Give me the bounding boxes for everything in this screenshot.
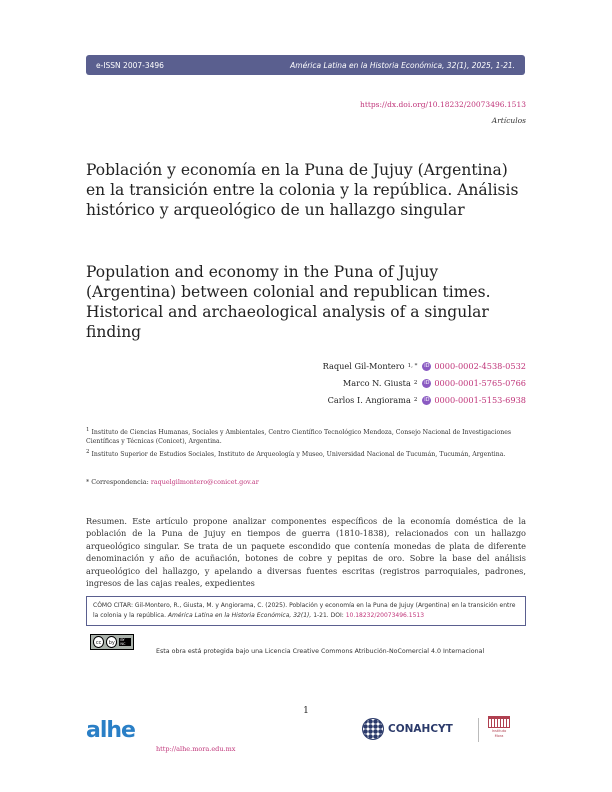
abstract: Resumen. Este artículo propone analizar componentes específicos de la economía doméstica de la población de la Puna de Jujuy en tiempos de guerra (1810-1838), relacionados con un hallazgo arqueológico singular. Se trata de un paquete escondido que contenía monedas de plata de diferente denominación y año de acuñación, botones de cobre y pepitas de oro. Sobre la base del análisis arqueológico del hallazgo, y apelando a diversas fuentes escritas (registros parroquiales, padrones, ingresos de las cajas reales, expedientes [86, 516, 526, 589]
citation-doi-link[interactable]: 10.18232/20073496.1513 [345, 612, 425, 619]
conahcyt-icon [362, 718, 384, 740]
author-affiliation-marker: 2 [413, 380, 418, 386]
cc-icon: cc [93, 636, 104, 648]
correspondence-label: * Correspondencia: [86, 478, 149, 486]
author-affiliation-marker: 2 [413, 397, 418, 403]
orcid-icon: iD [424, 363, 430, 369]
citation-box [86, 596, 526, 626]
orcid-link[interactable]: 0000-0001-5765-0766 [434, 378, 526, 388]
section-label: Artículos [491, 116, 526, 125]
author-2 [323, 375, 526, 392]
correspondence-email[interactable]: raquelgilmontero@conicet.gov.ar [150, 478, 259, 486]
author-name: Carlos I. Angiorama [327, 395, 411, 405]
license-text: Esta obra está protegida bajo una Licencia Creative Commons Atribución-NoComercial 4.0 Internacional [156, 648, 485, 655]
instituto-mora-logo [486, 716, 512, 739]
affiliation-text: Instituto Superior de Estudios Sociales, Instituto de Arqueología y Museo, Universidad Nacional de Tucumán, Tucumán, Argentina. [91, 451, 506, 459]
correspondence [86, 478, 259, 486]
affiliation-number: 1 [86, 427, 90, 433]
citation-journal: América Latina en la Historia Económica, 32(1), [167, 612, 312, 619]
cc-license-badge[interactable] [90, 634, 134, 650]
alhe-url[interactable]: http://alhe.mora.edu.mx [156, 745, 236, 753]
alhe-logo: alhe [86, 718, 135, 743]
affiliation-number: 2 [86, 449, 90, 455]
conahcyt-wordmark: CONAHCYT [388, 723, 453, 735]
journal-reference: América Latina en la Historia Económica, 32(1), 2025, 1-21. [290, 60, 515, 70]
author-name: Raquel Gil-Montero [322, 361, 405, 371]
mora-line-2: Mora [494, 734, 504, 738]
title-spanish: Población y economía en la Puna de Jujuy (Argentina) en la transición entre la colonia y la república. Análisis histórico y arqueológico de un hallazgo singular [86, 161, 519, 219]
author-1 [323, 358, 526, 375]
author-affiliation-marker: 1, * [407, 363, 418, 369]
conahcyt-logo [362, 718, 453, 740]
affiliation-text: Instituto de Ciencias Humanas, Sociales y Ambientales, Centro Científico Tecnológico Mendoza, Consejo Nacional de Investigaciones Científicas y Técnicas (Conicet), Argentina. [86, 429, 512, 446]
orcid-icon: iD [424, 397, 430, 403]
doi-link[interactable]: https://dx.doi.org/10.18232/20073496.1513 [360, 100, 526, 109]
author-name: Marco N. Giusta [342, 378, 411, 388]
citation-suffix: 1-21. DOI: [313, 612, 344, 619]
logo-divider [478, 718, 479, 742]
journal-header-bar [86, 55, 525, 75]
by-icon: by [106, 636, 117, 648]
title-english: Population and economy in the Puna of Jujuy (Argentina) between colonial and republican times. Historical and archaeological analysis of a singular finding [86, 263, 491, 341]
citation-prefix: CÓMO CITAR: Gil-Montero, R., Giusta, M. y Angiorama, C. (2025). Población y economía en la Puna de Jujuy (Argentina) en la transición entre la colonia y la república. [93, 602, 516, 619]
page-number: 1 [303, 706, 309, 716]
affiliation-1 [86, 426, 526, 446]
orcid-link[interactable]: 0000-0001-5153-6938 [434, 395, 526, 405]
author-list [323, 358, 526, 409]
issn: e-ISSN 2007-3496 [96, 60, 164, 70]
affiliation-2 [86, 448, 526, 459]
cc-tags: BY NC [119, 638, 131, 646]
orcid-link[interactable]: 0000-0002-4538-0532 [434, 361, 526, 371]
author-3 [323, 392, 526, 409]
building-icon [488, 716, 510, 728]
mora-line-1: Instituto [491, 729, 507, 733]
orcid-icon: iD [424, 380, 430, 386]
